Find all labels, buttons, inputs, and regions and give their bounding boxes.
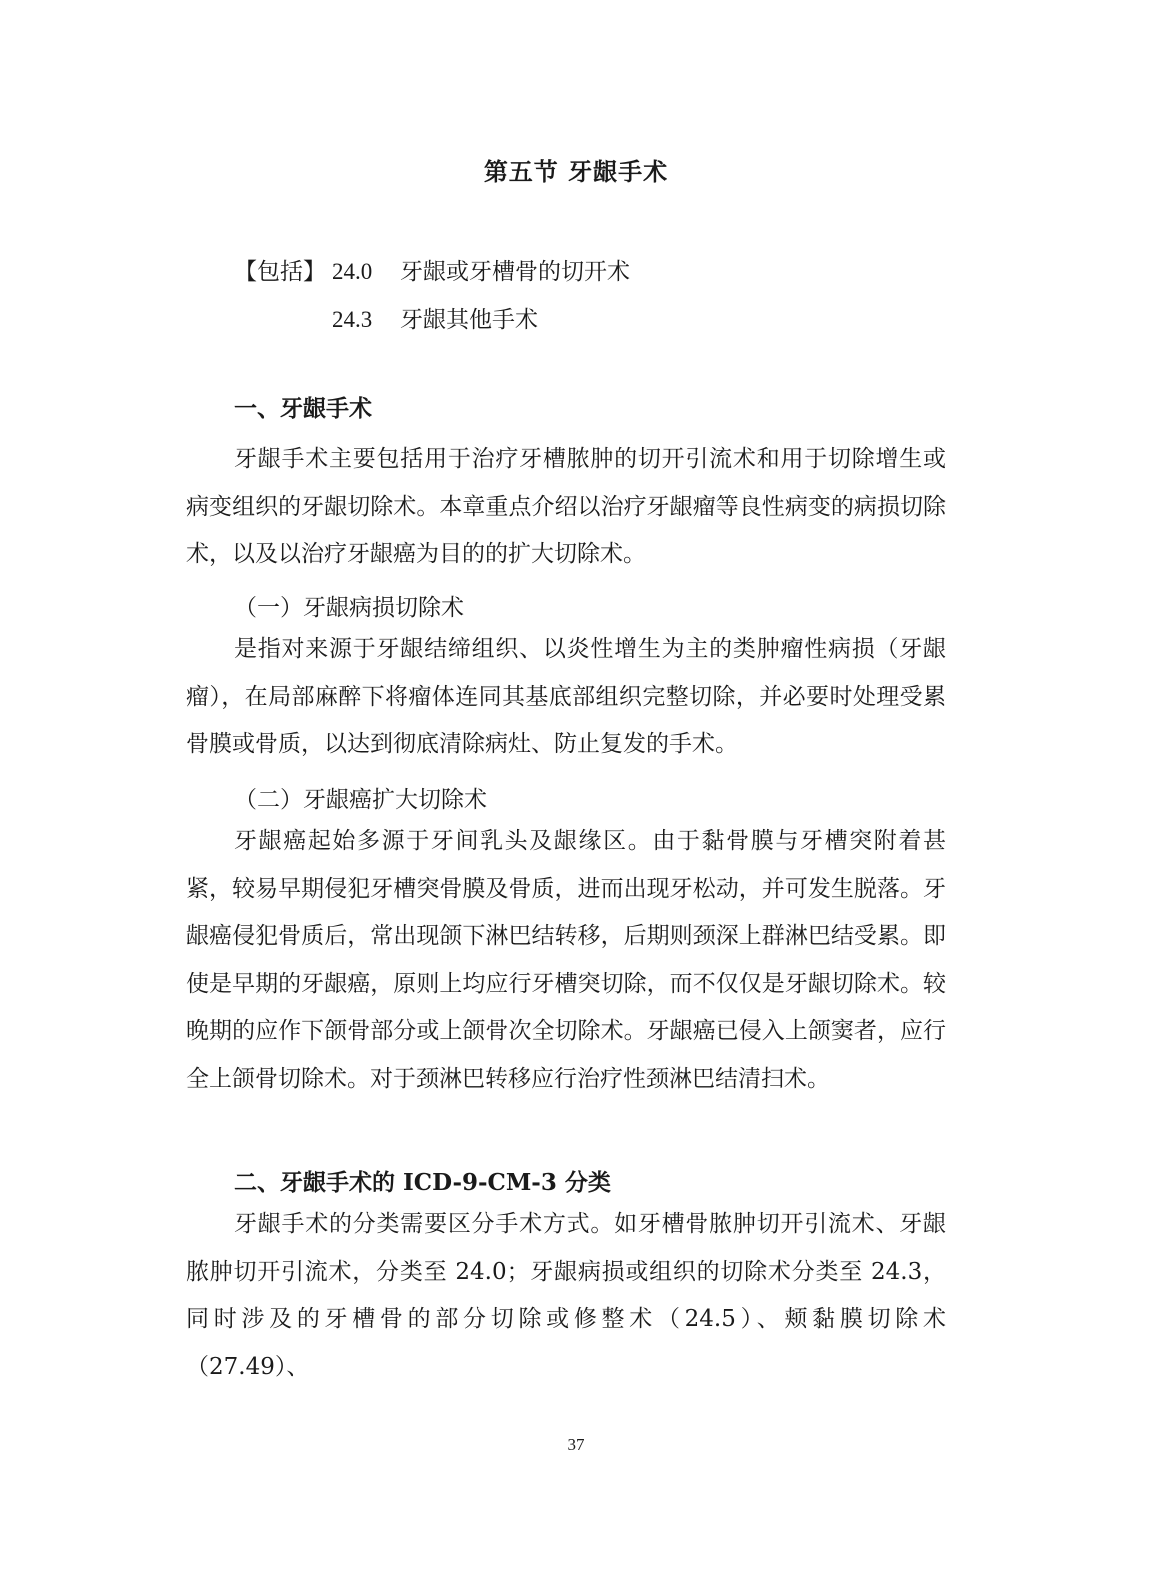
include-item	[234, 248, 630, 296]
includes-tag-spacer	[234, 296, 332, 344]
section2-block	[186, 1201, 946, 1391]
subsection1-text: 是指对来源于牙龈结缔组织、以炎性增生为主的类肿瘤性病损（牙龈瘤），在局部麻醉下将瘤体连同其基底部组织完整切除，并必要时处理受累骨膜或骨质，以达到彻底清除病灶、防止复发的手术。	[186, 636, 946, 757]
page-number: 37	[567, 1435, 585, 1454]
subsection2-block	[186, 818, 946, 1103]
include-code: 24.3	[332, 307, 373, 332]
subsection1-block	[186, 626, 946, 769]
includes-tag: 【包括】	[234, 259, 326, 285]
section1-intro: 牙龈手术主要包括用于治疗牙槽脓肿的切开引流术和用于切除增生或病变组织的牙龈切除术。本章重点介绍以治疗牙龈瘤等良性病变的病损切除术，以及以治疗牙龈癌为目的的扩大切除术。	[186, 446, 946, 567]
include-item	[234, 296, 630, 344]
section1-intro-block	[186, 436, 946, 579]
include-code: 24.0	[332, 259, 373, 284]
subsection2-heading: （二）牙龈癌扩大切除术	[234, 787, 487, 813]
subsection2-text: 牙龈癌起始多源于牙间乳头及龈缘区。由于黏骨膜与牙槽突附着甚紧，较易早期侵犯牙槽突骨膜及骨质，进而出现牙松动，并可发生脱落。牙龈癌侵犯骨质后，常出现颌下淋巴结转移，后期则颈深上群淋巴结受累。即使是早期的牙龈癌，原则上均应行牙槽突切除，而不仅仅是牙龈切除术。较晚期的应作下颌骨部分或上颌骨次全切除术。牙龈癌已侵入上颌窦者，应行全上颌骨切除术。对于颈淋巴转移应行治疗性颈淋巴结清扫术。	[186, 828, 946, 1092]
section2-text: 牙龈手术的分类需要区分手术方式。如牙槽骨脓肿切开引流术、牙龈脓肿切开引流术，分类至 24.0；牙龈病损或组织的切除术分类至 24.3，同时涉及的牙槽骨的部分切除或修整术（24.5）、颊黏膜切除术（27.49）、	[186, 1211, 946, 1380]
include-label: 牙龈或牙槽骨的切开术	[400, 259, 630, 285]
includes-list	[234, 248, 630, 344]
section2-heading: 二、牙龈手术的 ICD-9-CM-3 分类	[234, 1169, 611, 1196]
section1-heading: 一、牙龈手术	[234, 395, 372, 422]
subsection1-heading: （一）牙龈病损切除术	[234, 595, 464, 621]
include-label: 牙龈其他手术	[400, 307, 538, 333]
section-title: 第五节 牙龈手术	[483, 157, 669, 186]
